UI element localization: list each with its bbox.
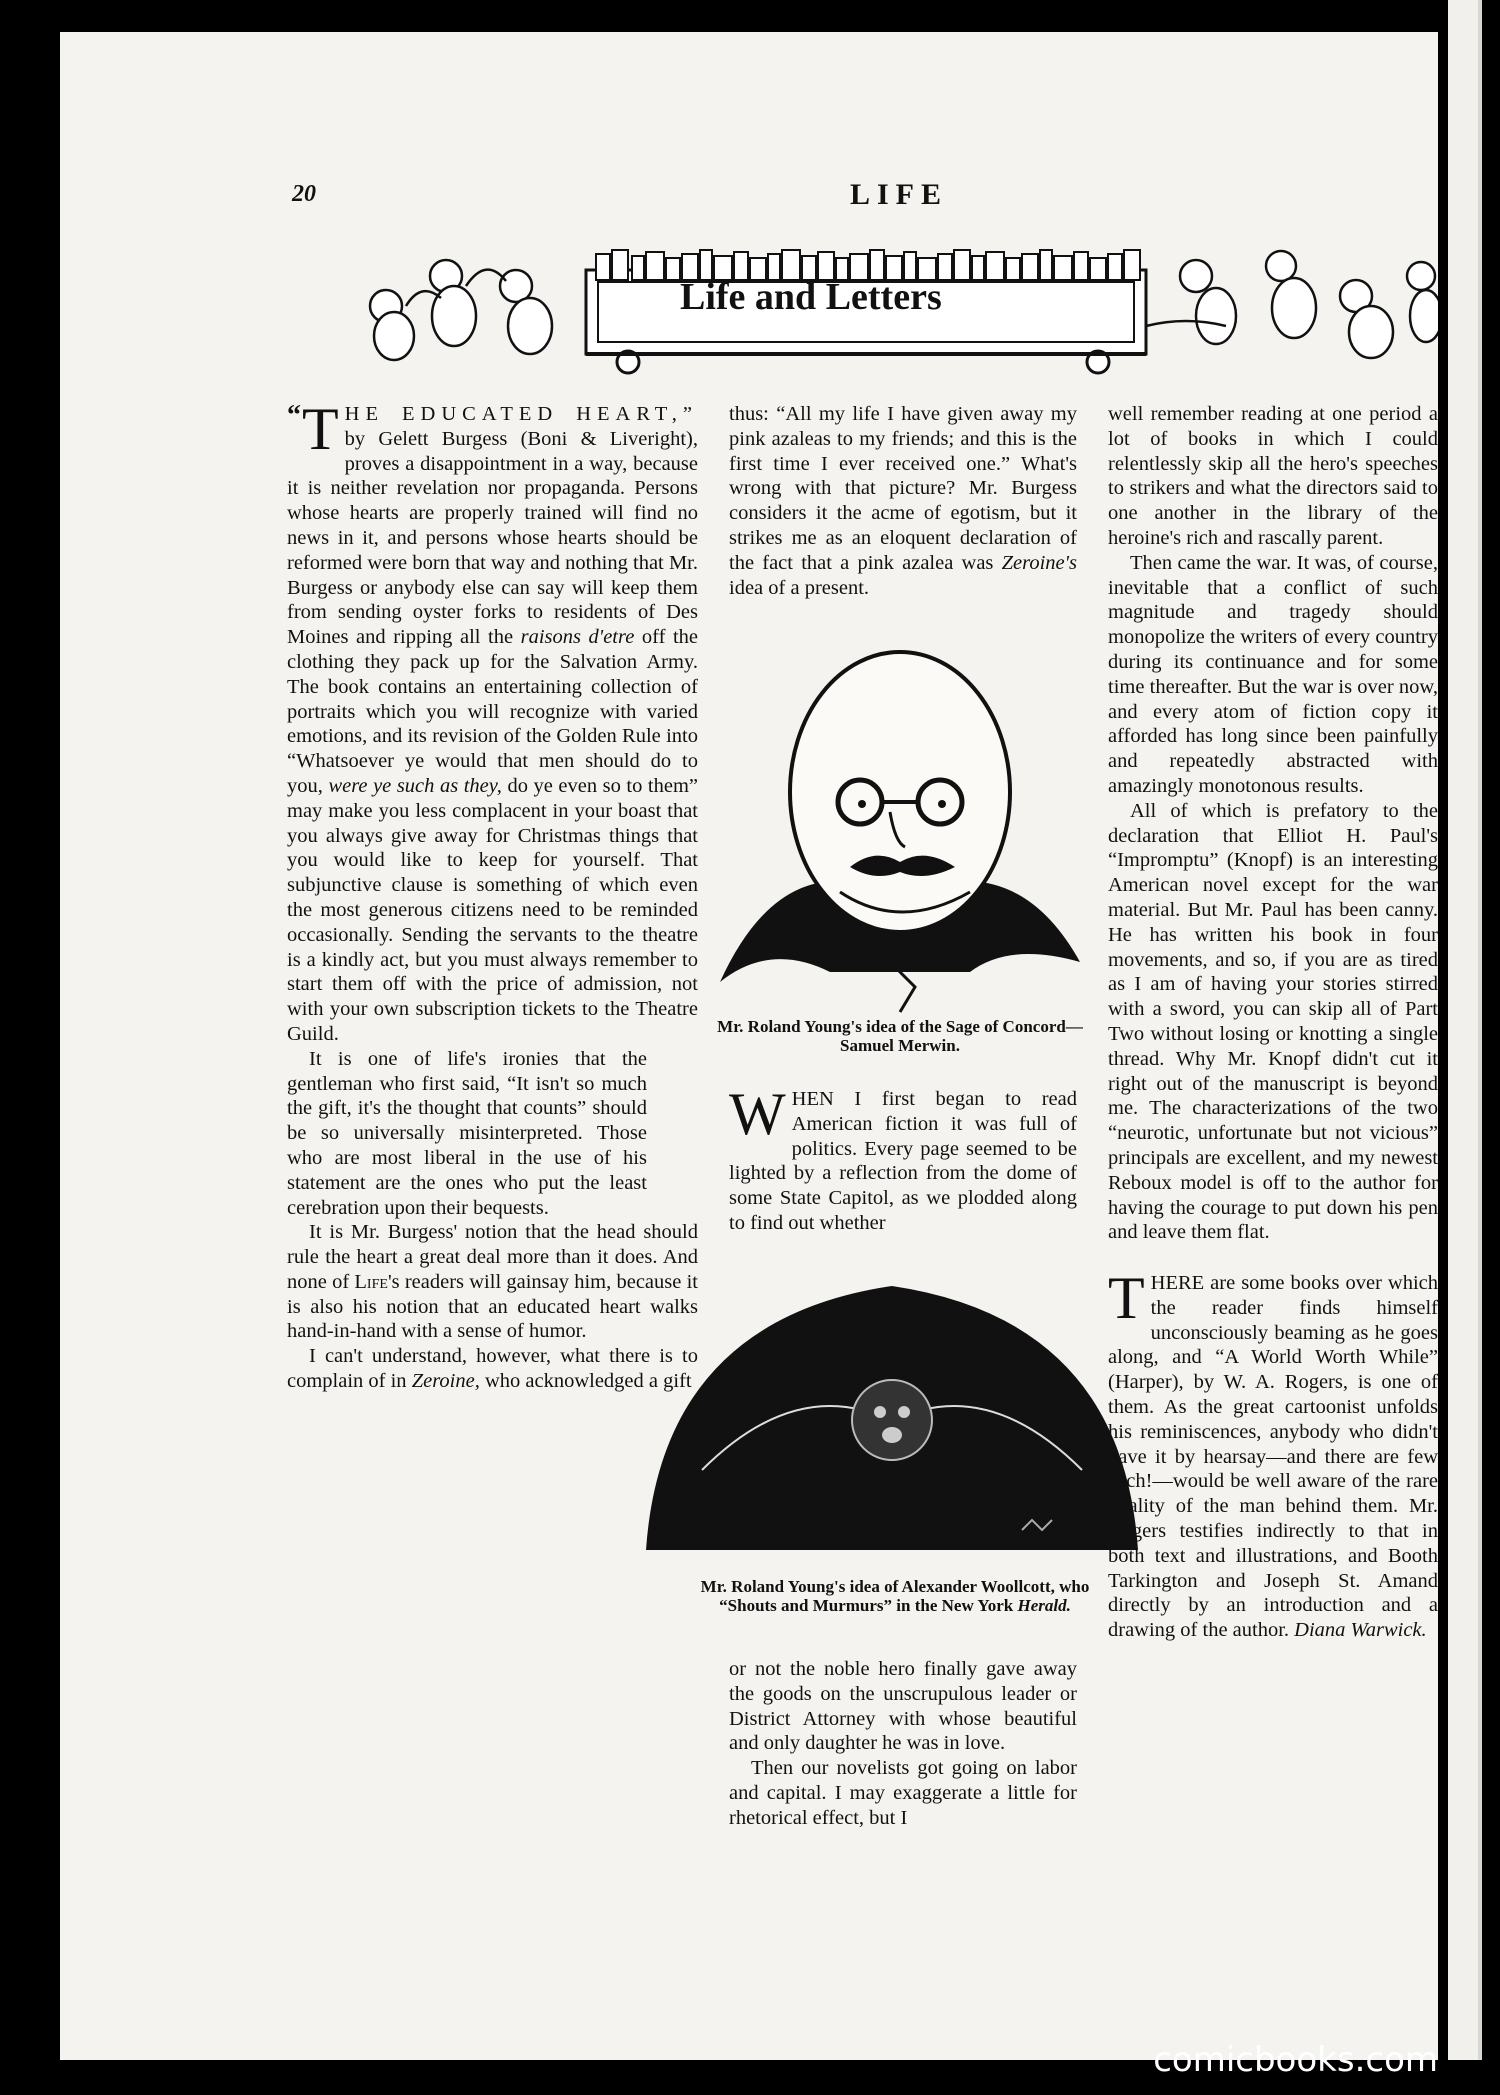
paragraph: All of which is prefatory to the declaration that Elliot H. Paul's “Impromptu” (Knopf) is an interesting American novel except for the war material. But Mr. Paul has been canny. He has written his book in four movements, and so, if you are as tired as I am of having your stories stirred with a sword, you can skip all of Part Two without losing or knotting a single thread. Why Mr. Knopf didn't cut it right out of the manuscript is beyond me. The characterizations of the two “neurotic, unfortunate but not vicious” principals are excellent, and my newest Reboux model is off to the author for having the courage to put down his pen and leave them flat.: [1108, 799, 1438, 1244]
text: I can't understand, however, what there is to complain of in: [287, 1345, 698, 1393]
text: off the clothing they pack up for the Salvation Army. The book contains an entertaining collection of portraits which you will recognize with varied emotions, and its revision of the Golden Rule into “Whatsoever ye would that men should do to you,: [287, 626, 698, 797]
column-3: [1108, 402, 1438, 1643]
paragraph: well remember reading at one period a lot of books in which I could relentlessly skip all the hero's speeches to strikers and what the directors said to one another in the library of the heroine's rich and rascally parent.: [1108, 403, 1438, 549]
drop-cap: T: [302, 396, 339, 462]
opening-caps: HE EDUCATED HEART,”: [344, 403, 698, 425]
author-signature: Diana Warwick.: [1294, 1619, 1427, 1642]
text: HEN I first began to read American fiction it was full of politics. Every page seemed to be lighted by a reflection from the dome of some State Capitol, as we plodded along to find out whether: [729, 1088, 1077, 1234]
text: idea of a present.: [729, 576, 870, 599]
text: Mr. Roland Young's idea of Alexander Woollcott, who “Shouts and Murmurs” in the New York: [700, 1577, 1090, 1615]
magazine-page: [60, 32, 1438, 2095]
column-2: [729, 402, 1077, 600]
italic-text: Herald.: [1017, 1596, 1071, 1615]
italic-text: Zeroine,: [411, 1370, 480, 1393]
italic-text: raisons d'etre: [520, 626, 635, 649]
text: HERE are some books over which the reader finds himself unconsciously beaming as he goes along, and “A World Worth While” (Harper), by W. A. Rogers, is one of them. As the great cartoonist unfolds his reminiscences, anybody who didn't have it by hearsay—and there are few such!—would be well aware of the rare quality of the man behind them. Mr. Rogers testifies indirectly to that in both text and illustrations, and Booth Tarkington and Joseph St. Amand directly by an introduction and a drawing of the author.: [1108, 1272, 1438, 1642]
paragraph: or not the noble hero finally gave away the goods on the unscrupulous leader or District Attorney with whose beautiful and only daughter he was in love.: [729, 1658, 1077, 1755]
italic-text: were ye such as they,: [328, 774, 502, 797]
text: 's readers will gainsay him, because it is also his notion that an educated heart walks hand-in-hand with a sense of humor.: [287, 1270, 698, 1343]
magazine-title: LIFE: [850, 178, 949, 211]
text: thus: “All my life I have given away my pink azaleas to my friends; and this is the first time I ever received one.” What's wrong with that picture? Mr. Burgess considers it the acme of egotism, but it strikes me as an eloquent declaration of the fact that a pink azalea was: [729, 403, 1077, 574]
opening-quote: “: [287, 400, 301, 431]
paragraph: Then came the war. It was, of course, inevitable that a conflict of such magnitude and tragedy should monopolize the writers of every country during its continuance and for some time thereafter. But the war is over now, and every atom of fiction copy it afforded has long since been painfully and repeatedly abstracted with amazingly monotonous results.: [1108, 551, 1438, 797]
paragraph: [287, 1344, 698, 1394]
italic-text: Zeroine's: [1001, 551, 1077, 574]
text: by Gelett Burgess (Boni & Liveright), proves a disappointment in a way, because it is neither revelation nor propaganda. Persons whose hearts are properly trained will find no news in it, and persons whose hearts should be reformed were born that way and nothing that Mr. Burgess or anybody else can say will keep them from sending oyster forks to residents of Des Moines and ripping all the: [287, 427, 698, 649]
bat-caricature-illustration: [642, 1280, 1142, 1562]
drop-cap: W: [729, 1081, 786, 1147]
column-2-bottom: [729, 1657, 1077, 1831]
paragraph: Then our novelists got going on labor and capital. I may exaggerate a little for rhetorical effect, but I: [729, 1757, 1077, 1829]
banner-title: Life and Letters: [680, 276, 942, 318]
drop-cap: T: [1108, 1265, 1145, 1332]
paragraph: It is one of life's ironies that the gentleman who first said, “It isn't so much the gift, it's the thought that counts” should be so universally misinterpreted. Those who are most liberal in the use of his statement are the ones who put the least cerebration upon their bequests.: [287, 1047, 647, 1219]
paragraph: [1108, 1265, 1438, 1643]
binding-line: [1478, 0, 1482, 2095]
paragraph: [287, 396, 699, 1047]
binding-edge: [1448, 0, 1478, 2095]
column-1: [287, 396, 699, 1394]
life-smallcaps: Life: [354, 1270, 388, 1293]
page-number: 20: [292, 181, 316, 207]
paragraph: [729, 402, 1077, 600]
column-2-continued: [729, 1081, 1077, 1236]
text: do ye even so to them” may make you less complacent in your boast that you always give away for Christmas things that you would like to keep for yourself. That subjunctive clause is something of which even the most generous citizens need to be reminded occasionally. Sending the servants to the theatre is a kindly act, but you must always remember to start them off with the price of admission, not with your own subscription tickets to the Theatre Guild.: [287, 774, 699, 1045]
watermark: comicbooks.com: [1153, 2040, 1438, 2080]
caption-2: [700, 1577, 1090, 1615]
caption-1: Mr. Roland Young's idea of the Sage of Concord—Samuel Merwin.: [717, 1017, 1083, 1055]
text: who acknowledged a gift: [479, 1370, 692, 1393]
paragraph: [287, 1220, 698, 1344]
text: It is Mr. Burgess' notion that the head should rule the heart a great deal more than it does. And none of: [287, 1221, 698, 1293]
caricature-illustration: [710, 642, 1090, 1022]
paragraph: [729, 1081, 1077, 1236]
